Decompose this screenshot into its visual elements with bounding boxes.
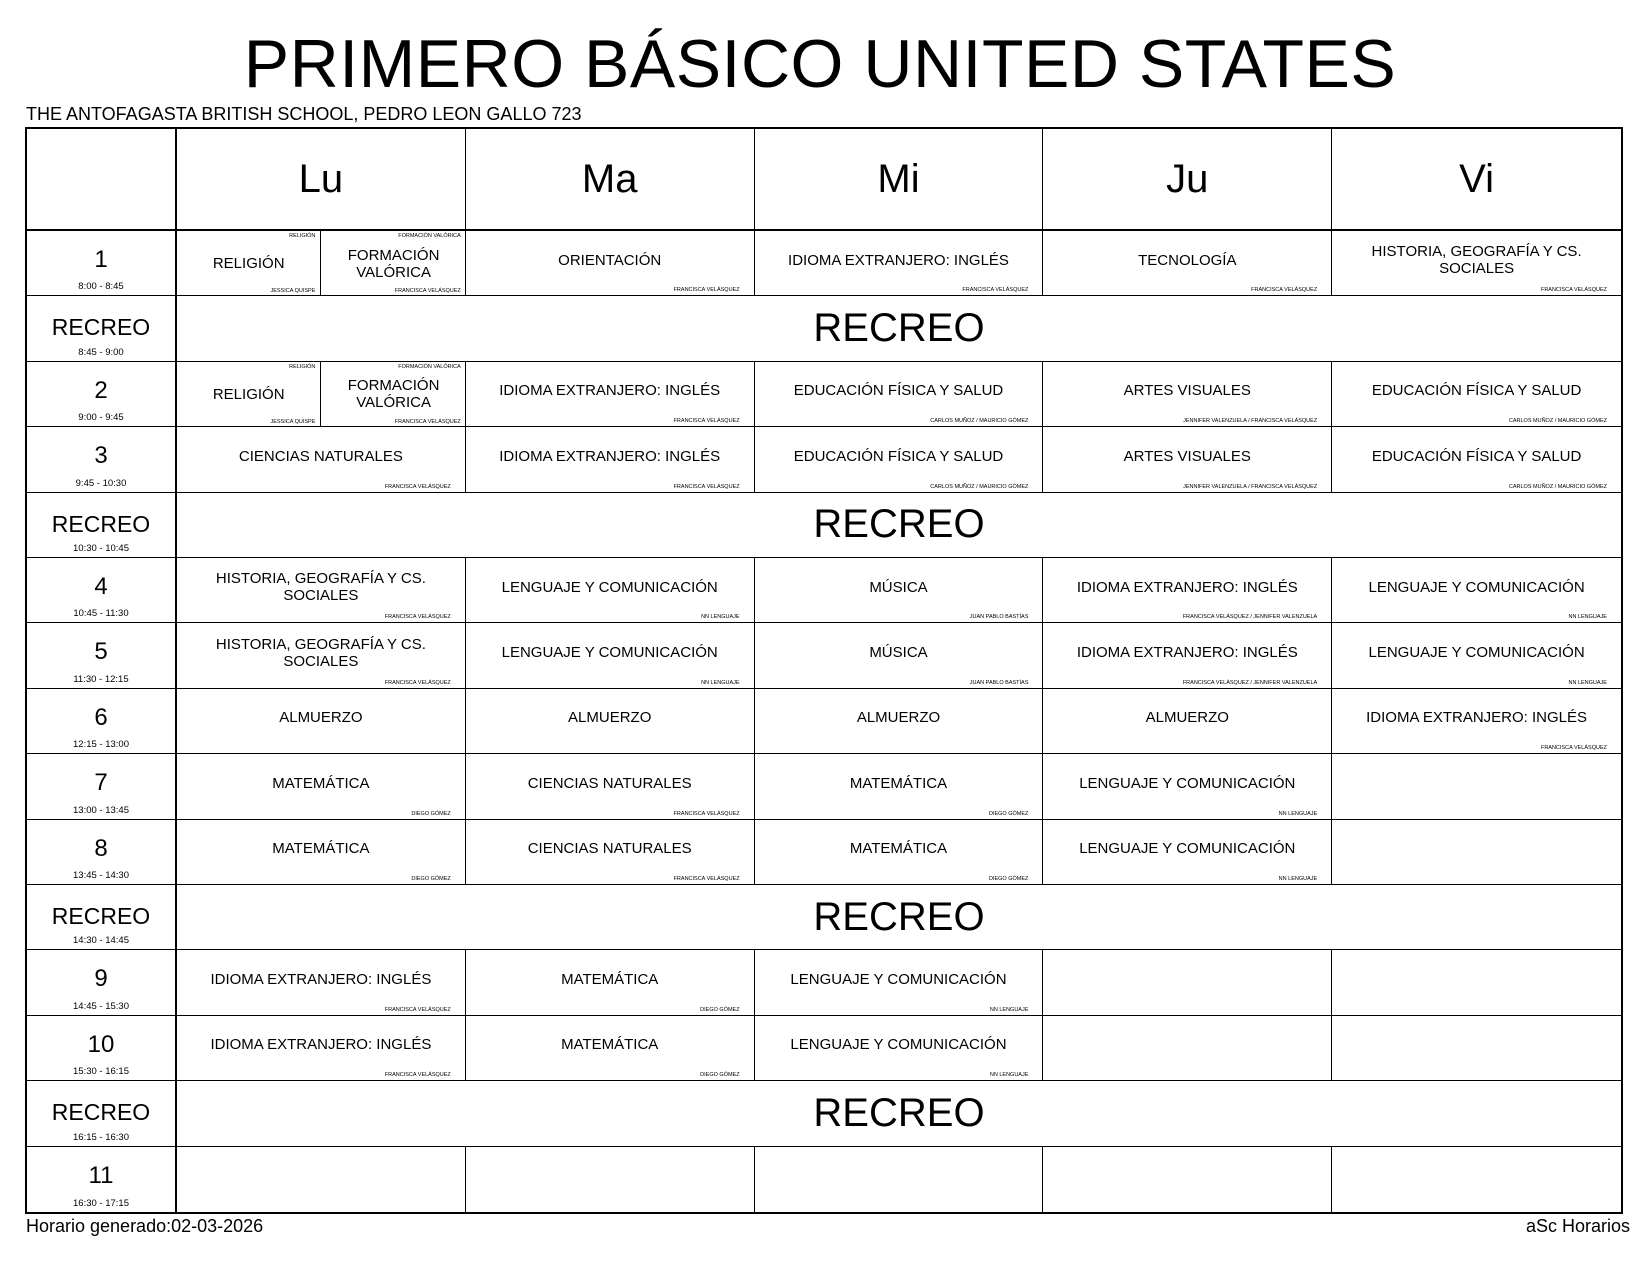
lesson-cell	[1043, 231, 1332, 296]
teacher-name: JUAN PABLO BASTÍAS	[969, 614, 1029, 621]
subject-name: EDUCACIÓN FÍSICA Y SALUD	[793, 382, 1004, 400]
subject-name: IDIOMA EXTRANJERO: INGLÉS	[210, 971, 432, 989]
period-cell	[27, 820, 177, 885]
period-number: 2	[94, 376, 108, 404]
period-cell	[27, 623, 177, 688]
period-cell	[27, 362, 177, 427]
subject-name	[1049, 1016, 1325, 1074]
teacher-name: DIEGO GÓMEZ	[411, 875, 451, 882]
recess-banner: RECREO	[177, 493, 1621, 558]
teacher-name: NN LENGUAJE	[1278, 810, 1318, 817]
period-time: 9:45 - 10:30	[75, 477, 127, 489]
recess-period-cell	[27, 493, 177, 558]
subject-tag: FORMACIÓN VALÓRICA	[398, 363, 461, 370]
subject-name: LENGUAJE Y COMUNICACIÓN	[501, 644, 718, 662]
lesson-cell	[177, 623, 466, 688]
lesson-cell	[177, 754, 466, 819]
subject-name: EDUCACIÓN FÍSICA Y SALUD	[1371, 447, 1582, 465]
subject-name: LENGUAJE Y COMUNICACIÓN	[501, 578, 718, 596]
empty-cell	[1043, 1147, 1332, 1212]
lesson-cell	[1332, 427, 1621, 492]
lesson-cell	[1043, 754, 1332, 819]
lesson-cell-split	[177, 231, 466, 296]
period-time: 8:00 - 8:45	[78, 281, 124, 293]
recess-banner: RECREO	[177, 885, 1621, 950]
teacher-name: FRANCISCA VELÁSQUEZ	[384, 483, 451, 490]
lesson-cell	[466, 231, 755, 296]
teacher-name: FRANCISCA VELÁSQUEZ	[673, 418, 740, 425]
empty-cell	[1043, 1016, 1332, 1081]
subject-name: IDIOMA EXTRANJERO: INGLÉS	[499, 447, 721, 465]
subject-name: HISTORIA, GEOGRAFÍA Y CS. SOCIALES	[215, 570, 426, 605]
subject-name: FORMACIÓN VALÓRICA	[347, 377, 440, 412]
teacher-name: FRANCISCA VELÁSQUEZ / JENNIFER VALENZUELA	[1182, 614, 1318, 621]
empty-cell	[1332, 1147, 1621, 1212]
subject-name: LENGUAJE Y COMUNICACIÓN	[1368, 578, 1585, 596]
subject-name: CIENCIAS NATURALES	[527, 840, 692, 858]
header-corner	[27, 129, 177, 231]
period-cell	[27, 231, 177, 296]
teacher-name: FRANCISCA VELÁSQUEZ	[1540, 287, 1607, 294]
empty-cell	[755, 1147, 1044, 1212]
period-time: 15:30 - 16:15	[73, 1066, 129, 1078]
subject-name: IDIOMA EXTRANJERO: INGLÉS	[499, 382, 721, 400]
teacher-name: NN LENGUAJE	[1278, 875, 1318, 882]
teacher-name: FRANCISCA VELÁSQUEZ	[673, 483, 740, 490]
lesson-subcell	[177, 362, 321, 427]
subject-name	[761, 1147, 1037, 1206]
subject-name: ALMUERZO	[568, 709, 652, 727]
subject-name: CIENCIAS NATURALES	[238, 447, 403, 465]
period-time: 14:45 - 15:30	[73, 1000, 129, 1012]
recess-banner: RECREO	[177, 296, 1621, 361]
subject-name: LENGUAJE Y COMUNICACIÓN	[790, 1036, 1007, 1054]
teacher-name: NN LENGUAJE	[989, 1006, 1029, 1013]
lesson-cell	[177, 558, 466, 623]
lesson-cell	[466, 820, 755, 885]
lesson-cell	[1332, 689, 1621, 754]
period-number: 8	[94, 834, 108, 862]
subject-name: MATEMÁTICA	[561, 1036, 659, 1054]
teacher-name: JESSICA QUISPE	[270, 419, 316, 426]
day-header: Ma	[466, 129, 755, 231]
teacher-name: FRANCISCA VELÁSQUEZ	[394, 288, 461, 295]
teacher-name: JESSICA QUISPE	[270, 288, 316, 295]
subject-name: ARTES VISUALES	[1123, 382, 1251, 400]
teacher-name: FRANCISCA VELÁSQUEZ	[962, 287, 1029, 294]
period-number: 11	[88, 1161, 114, 1189]
subject-name: IDIOMA EXTRANJERO: INGLÉS	[210, 1036, 432, 1054]
subject-name	[183, 1147, 459, 1206]
lesson-cell	[1043, 362, 1332, 427]
subject-name: ORIENTACIÓN	[558, 251, 662, 269]
period-time: 12:15 - 13:00	[73, 739, 129, 751]
day-header: Lu	[177, 129, 466, 231]
period-number: 9	[94, 965, 108, 993]
period-cell	[27, 689, 177, 754]
subject-name: ARTES VISUALES	[1123, 447, 1251, 465]
lesson-cell-split	[177, 362, 466, 427]
lesson-cell	[1332, 362, 1621, 427]
period-cell	[27, 950, 177, 1015]
period-number: 1	[94, 246, 108, 273]
lesson-cell	[177, 689, 466, 754]
recess-label: RECREO	[51, 1099, 151, 1126]
recess-period-cell	[27, 296, 177, 361]
subject-name: MATEMÁTICA	[849, 840, 948, 858]
period-time: 14:30 - 14:45	[73, 935, 129, 947]
teacher-name: DIEGO GÓMEZ	[988, 810, 1029, 817]
teacher-name: CARLOS MUÑOZ / MAURICIO GÓMEZ	[1508, 418, 1607, 425]
recess-label: RECREO	[51, 314, 151, 341]
lesson-cell	[755, 231, 1044, 296]
teacher-name: DIEGO GÓMEZ	[411, 810, 451, 817]
lesson-cell	[755, 623, 1044, 688]
period-time: 8:45 - 9:00	[78, 346, 124, 358]
teacher-name: FRANCISCA VELÁSQUEZ / JENNIFER VALENZUELA	[1182, 679, 1318, 686]
lesson-cell	[466, 754, 755, 819]
subject-name: CIENCIAS NATURALES	[527, 774, 692, 792]
period-time: 16:15 - 16:30	[73, 1131, 129, 1143]
period-time: 9:00 - 9:45	[78, 412, 124, 424]
subject-name: MATEMÁTICA	[272, 840, 370, 858]
empty-cell	[466, 1147, 755, 1212]
subject-name: EDUCACIÓN FÍSICA Y SALUD	[793, 447, 1004, 465]
lesson-cell	[755, 754, 1044, 819]
empty-cell	[177, 1147, 466, 1212]
period-time: 13:45 - 14:30	[73, 869, 129, 881]
subject-name: MATEMÁTICA	[272, 774, 370, 792]
lesson-cell	[466, 950, 755, 1015]
subject-name	[1338, 820, 1615, 878]
teacher-name: CARLOS MUÑOZ / MAURICIO GÓMEZ	[930, 418, 1029, 425]
period-cell	[27, 558, 177, 623]
subject-name: MATEMÁTICA	[849, 774, 948, 792]
lesson-cell	[755, 558, 1044, 623]
teacher-name: JUAN PABLO BASTÍAS	[969, 679, 1029, 686]
teacher-name: NN LENGUAJE	[1568, 614, 1607, 621]
subject-name: EDUCACIÓN FÍSICA Y SALUD	[1371, 382, 1582, 400]
lesson-cell	[755, 950, 1044, 1015]
teacher-name: FRANCISCA VELÁSQUEZ	[1540, 745, 1607, 752]
recess-period-cell	[27, 1081, 177, 1146]
lesson-subcell	[321, 231, 465, 296]
lesson-cell	[1332, 558, 1621, 623]
lesson-cell	[1332, 231, 1621, 296]
lesson-cell	[177, 950, 466, 1015]
subject-name: LENGUAJE Y COMUNICACIÓN	[1079, 774, 1296, 792]
lesson-cell	[177, 820, 466, 885]
teacher-name: FRANCISCA VELÁSQUEZ	[394, 419, 461, 426]
empty-cell	[1332, 754, 1621, 819]
school-name: THE ANTOFAGASTA BRITISH SCHOOL, PEDRO LEON GALLO 723	[26, 104, 582, 124]
day-header: Ju	[1043, 129, 1332, 231]
subject-name: MATEMÁTICA	[561, 971, 659, 989]
period-time: 11:30 - 12:15	[73, 673, 129, 685]
teacher-name: FRANCISCA VELÁSQUEZ	[673, 875, 740, 882]
teacher-name: DIEGO GÓMEZ	[700, 1072, 740, 1079]
lesson-cell	[755, 362, 1044, 427]
lesson-cell	[1043, 623, 1332, 688]
subject-name: IDIOMA EXTRANJERO: INGLÉS	[788, 251, 1009, 269]
empty-cell	[1332, 950, 1621, 1015]
lesson-cell	[177, 427, 466, 492]
teacher-name: NN LENGUAJE	[701, 679, 740, 686]
subject-name: IDIOMA EXTRANJERO: INGLÉS	[1366, 709, 1588, 727]
lesson-cell	[755, 1016, 1044, 1081]
teacher-name: FRANCISCA VELÁSQUEZ	[384, 679, 451, 686]
subject-name	[1338, 1147, 1615, 1206]
empty-cell	[1332, 820, 1621, 885]
period-time: 10:30 - 10:45	[73, 542, 129, 554]
lesson-cell	[755, 820, 1044, 885]
lesson-cell	[466, 427, 755, 492]
recess-banner: RECREO	[177, 1081, 1621, 1146]
subject-name: HISTORIA, GEOGRAFÍA Y CS. SOCIALES	[1371, 243, 1582, 278]
period-cell	[27, 1147, 177, 1212]
teacher-name: FRANCISCA VELÁSQUEZ	[673, 810, 740, 817]
lesson-subcell	[321, 362, 465, 427]
page-title: PRIMERO BÁSICO UNITED STATES	[243, 26, 1397, 102]
subject-name	[1049, 950, 1325, 1008]
period-number: 6	[94, 703, 108, 731]
teacher-name: DIEGO GÓMEZ	[988, 875, 1029, 882]
subject-name: RELIGIÓN	[212, 255, 285, 273]
subject-name: LENGUAJE Y COMUNICACIÓN	[790, 971, 1007, 989]
timetable-grid	[25, 127, 1623, 1214]
subject-name	[1338, 950, 1615, 1008]
teacher-name: DIEGO GÓMEZ	[700, 1006, 740, 1013]
subject-name	[1049, 1147, 1325, 1206]
teacher-name: CARLOS MUÑOZ / MAURICIO GÓMEZ	[930, 483, 1029, 490]
lesson-cell	[755, 689, 1044, 754]
period-number: 3	[94, 442, 108, 470]
subject-name: IDIOMA EXTRANJERO: INGLÉS	[1076, 644, 1298, 662]
subject-name: FORMACIÓN VALÓRICA	[347, 246, 440, 281]
subject-name: HISTORIA, GEOGRAFÍA Y CS. SOCIALES	[215, 635, 426, 670]
brand-label: aSc Horarios	[1525, 1216, 1630, 1236]
lesson-cell	[466, 558, 755, 623]
recess-label: RECREO	[51, 903, 151, 929]
period-time: 13:00 - 13:45	[73, 804, 129, 816]
empty-cell	[1332, 1016, 1621, 1081]
subject-tag: FORMACIÓN VALÓRICA	[398, 233, 461, 239]
period-cell	[27, 1016, 177, 1081]
lesson-cell	[466, 362, 755, 427]
teacher-name: FRANCISCA VELÁSQUEZ	[384, 614, 451, 621]
teacher-name: JENNIFER VALENZUELA / FRANCISCA VELÁSQUEZ	[1183, 418, 1318, 425]
teacher-name: FRANCISCA VELÁSQUEZ	[1251, 287, 1318, 294]
period-number: 4	[94, 573, 108, 600]
period-time: 16:30 - 17:15	[73, 1197, 129, 1209]
period-number: 5	[94, 638, 108, 666]
lesson-subcell	[177, 231, 321, 296]
subject-name: MÚSICA	[869, 578, 928, 596]
subject-name	[472, 1147, 748, 1206]
period-cell	[27, 427, 177, 492]
subject-name: ALMUERZO	[279, 709, 363, 727]
lesson-cell	[1043, 820, 1332, 885]
teacher-name: FRANCISCA VELÁSQUEZ	[384, 1006, 451, 1013]
teacher-name: CARLOS MUÑOZ / MAURICIO GÓMEZ	[1508, 483, 1607, 490]
teacher-name: NN LENGUAJE	[989, 1072, 1029, 1079]
teacher-name: FRANCISCA VELÁSQUEZ	[384, 1072, 451, 1079]
lesson-cell	[1043, 427, 1332, 492]
subject-name: RELIGIÓN	[212, 385, 285, 403]
day-header: Mi	[755, 129, 1044, 231]
subject-name: ALMUERZO	[856, 709, 941, 727]
period-time: 10:45 - 11:30	[73, 608, 129, 620]
lesson-cell	[466, 623, 755, 688]
lesson-cell	[1332, 623, 1621, 688]
subject-name: MÚSICA	[869, 644, 928, 662]
subject-name: ALMUERZO	[1145, 709, 1229, 727]
teacher-name: NN LENGUAJE	[701, 614, 740, 621]
day-header: Vi	[1332, 129, 1621, 231]
lesson-cell	[177, 1016, 466, 1081]
teacher-name: FRANCISCA VELÁSQUEZ	[673, 287, 740, 294]
subject-tag: RELIGIÓN	[289, 233, 316, 239]
lesson-cell	[1043, 689, 1332, 754]
recess-label: RECREO	[51, 510, 151, 537]
subject-name: LENGUAJE Y COMUNICACIÓN	[1368, 644, 1585, 662]
subject-name: TECNOLOGÍA	[1138, 251, 1237, 269]
lesson-cell	[466, 1016, 755, 1081]
subject-name	[1338, 1016, 1615, 1074]
lesson-cell	[466, 689, 755, 754]
subject-name: IDIOMA EXTRANJERO: INGLÉS	[1076, 578, 1298, 596]
subject-tag: RELIGIÓN	[289, 363, 316, 370]
subject-name: LENGUAJE Y COMUNICACIÓN	[1079, 840, 1296, 858]
lesson-cell	[1043, 558, 1332, 623]
subject-name	[1338, 754, 1615, 812]
lesson-cell	[755, 427, 1044, 492]
period-number: 10	[87, 1030, 115, 1058]
recess-period-cell	[27, 885, 177, 950]
teacher-name: NN LENGUAJE	[1568, 679, 1607, 686]
period-number: 7	[94, 769, 108, 797]
empty-cell	[1043, 950, 1332, 1015]
teacher-name: JENNIFER VALENZUELA / FRANCISCA VELÁSQUEZ	[1183, 483, 1318, 490]
period-cell	[27, 754, 177, 819]
generated-date: Horario generado:02-03-2026	[26, 1216, 264, 1236]
